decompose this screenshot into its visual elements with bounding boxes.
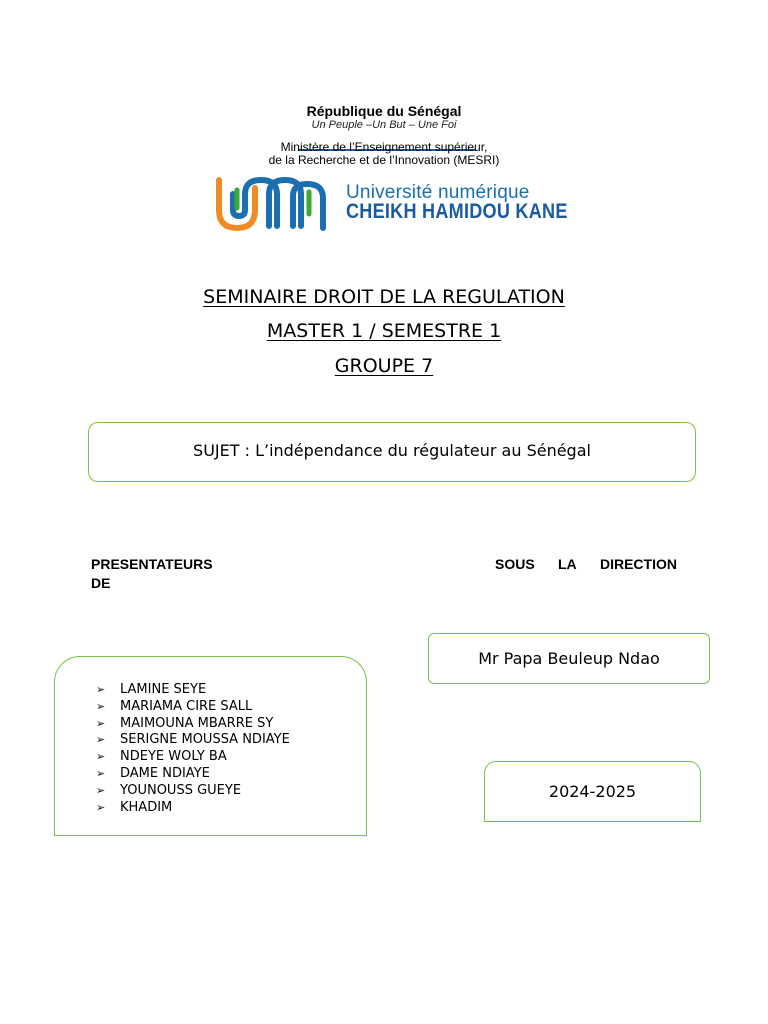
presenter-name: SERIGNE MOUSSA NDIAYE bbox=[120, 732, 290, 748]
arrow-bullet-icon: ➢ bbox=[96, 733, 106, 747]
subject-text: SUJET : L’indépendance du régulateur au Sénégal bbox=[193, 441, 591, 460]
arrow-bullet-icon: ➢ bbox=[96, 750, 106, 764]
presenter-name: MARIAMA CIRE SALL bbox=[120, 698, 253, 714]
arrow-bullet-icon: ➢ bbox=[96, 716, 106, 730]
presenter-name: YOUNOUSS GUEYE bbox=[120, 782, 242, 798]
presenters-label: PRESENTATEURS bbox=[91, 556, 213, 572]
arrow-bullet-icon: ➢ bbox=[96, 699, 106, 713]
ministry-line-2: de la Recherche et de l’Innovation (MESRI) bbox=[268, 153, 500, 167]
list-item bbox=[96, 716, 290, 733]
motto-underline bbox=[298, 136, 476, 138]
presenter-name: DAME NDIAYE bbox=[120, 765, 210, 781]
list-item bbox=[96, 800, 290, 817]
presenter-name: KHADIM bbox=[120, 799, 173, 815]
ministry-line-1: Ministère de l’Enseignement supérieur, bbox=[280, 140, 488, 154]
arrow-bullet-icon: ➢ bbox=[96, 783, 106, 797]
presenters-label-continuation: DE bbox=[91, 575, 111, 591]
direction-label bbox=[495, 556, 677, 572]
list-item bbox=[96, 732, 290, 749]
list-item bbox=[96, 783, 290, 800]
presenter-name: NDEYE WOLY BA bbox=[120, 749, 227, 765]
arrow-bullet-icon: ➢ bbox=[96, 683, 106, 696]
list-item bbox=[96, 749, 290, 766]
director-name: Mr Papa Beuleup Ndao bbox=[478, 649, 660, 668]
presenter-name: LAMINE SEYE bbox=[120, 682, 207, 697]
university-name-line-1: Université numérique bbox=[346, 182, 530, 203]
university-logo-icon bbox=[211, 174, 335, 238]
master-semester-title: MASTER 1 / SEMESTRE 1 bbox=[266, 320, 502, 342]
direction-word: DIRECTION bbox=[599, 556, 677, 572]
arrow-bullet-icon: ➢ bbox=[96, 766, 106, 780]
university-name-line-2: CHEIKH HAMIDOU KANE bbox=[346, 200, 568, 223]
list-item bbox=[96, 682, 290, 699]
presenters-list bbox=[96, 682, 290, 816]
group-title: GROUPE 7 bbox=[334, 355, 434, 377]
academic-year: 2024-2025 bbox=[548, 782, 637, 801]
direction-word: SOUS bbox=[495, 556, 535, 572]
list-item bbox=[96, 699, 290, 716]
seminar-title: SEMINAIRE DROIT DE LA REGULATION bbox=[203, 286, 565, 308]
presenter-name: MAIMOUNA MBARRE SY bbox=[120, 715, 274, 731]
republic-title: République du Sénégal bbox=[306, 103, 462, 119]
direction-word: LA bbox=[558, 556, 577, 572]
list-item bbox=[96, 766, 290, 783]
national-motto: Un Peuple –Un But – Une Foi bbox=[311, 119, 457, 131]
arrow-bullet-icon: ➢ bbox=[96, 800, 106, 814]
